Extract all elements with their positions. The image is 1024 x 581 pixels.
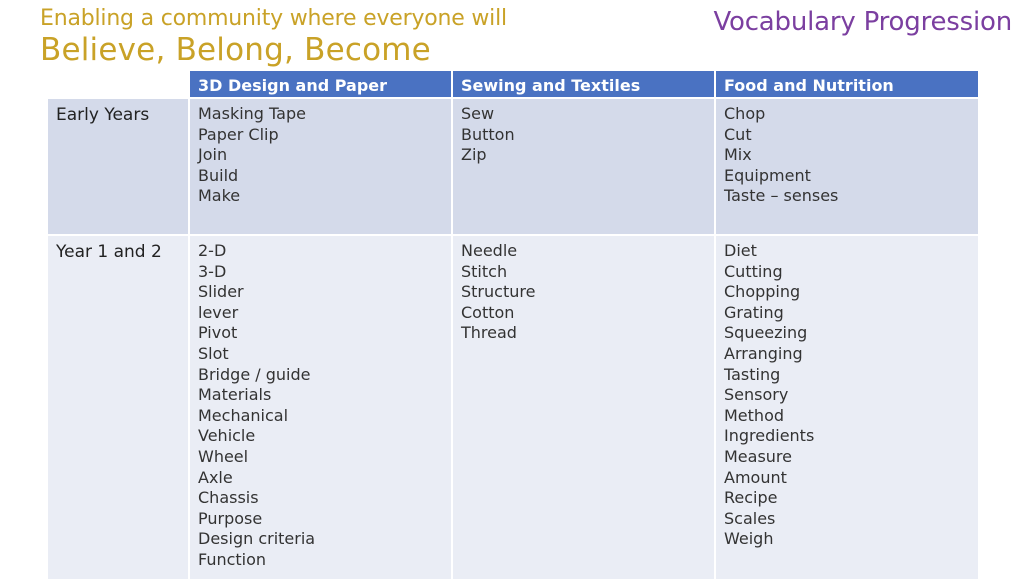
vocabulary-word: Bridge / guide — [198, 364, 311, 384]
vocabulary-word: Tasting — [724, 364, 781, 384]
word-list — [198, 241, 443, 571]
school-motto: Believe, Belong, Become — [40, 32, 431, 68]
vocabulary-word: Arranging — [724, 343, 803, 363]
vocabulary-word: Zip — [461, 145, 487, 165]
vocabulary-word: Vehicle — [198, 426, 256, 446]
vocabulary-word: Thread — [461, 323, 517, 343]
vocabulary-word: Slot — [198, 343, 229, 363]
column-header-3d-design: 3D Design and Paper — [189, 70, 452, 98]
vocabulary-word: Cut — [724, 124, 752, 144]
vocabulary-word: Measure — [724, 446, 792, 466]
vocabulary-word: Button — [461, 124, 515, 144]
header-corner-cell — [47, 70, 189, 98]
table-header-row — [47, 70, 979, 98]
vocabulary-word: Paper Clip — [198, 124, 279, 144]
vocabulary-word: Ingredients — [724, 426, 815, 446]
vocabulary-word: Join — [198, 145, 228, 165]
vocabulary-word: Mechanical — [198, 405, 289, 425]
vocabulary-word: Purpose — [198, 508, 263, 528]
vocabulary-word: Method — [724, 405, 785, 425]
vocabulary-word: Chop — [724, 104, 766, 123]
vocabulary-word: Chopping — [724, 282, 801, 302]
vocabulary-word: 2-D — [198, 241, 227, 260]
word-list — [461, 104, 706, 166]
vocabulary-word: Stitch — [461, 261, 508, 281]
design-words-cell — [189, 98, 452, 235]
vocabulary-word: Chassis — [198, 488, 259, 508]
vocabulary-word: Design criteria — [198, 529, 316, 549]
vocabulary-word: Needle — [461, 241, 518, 260]
vocabulary-word: Squeezing — [724, 323, 808, 343]
word-list — [461, 241, 706, 344]
vocabulary-word: Sew — [461, 104, 495, 123]
vocabulary-word: Equipment — [724, 165, 811, 185]
vocabulary-word: Amount — [724, 467, 787, 487]
vocabulary-word: Scales — [724, 508, 776, 528]
vocabulary-word: Mix — [724, 145, 752, 165]
textiles-words-cell — [452, 98, 715, 235]
column-header-textiles: Sewing and Textiles — [452, 70, 715, 98]
vocabulary-word: Wheel — [198, 446, 249, 466]
vocabulary-word: Axle — [198, 467, 233, 487]
word-list — [724, 241, 970, 550]
vocabulary-table — [46, 69, 980, 581]
vocabulary-word: Masking Tape — [198, 104, 306, 123]
design-words-cell — [189, 235, 452, 580]
word-list — [724, 104, 970, 207]
vocabulary-word: Make — [198, 186, 241, 206]
table-row — [47, 98, 979, 235]
vocabulary-word: Grating — [724, 302, 784, 322]
vocabulary-word: Recipe — [724, 488, 778, 508]
vocabulary-word: Materials — [198, 385, 272, 405]
vocabulary-word: 3-D — [198, 261, 227, 281]
vocabulary-word: lever — [198, 302, 239, 322]
stage-label-early-years: Early Years — [47, 98, 189, 235]
textiles-words-cell — [452, 235, 715, 580]
page-title: Vocabulary Progression — [713, 7, 1012, 37]
vocabulary-word: Slider — [198, 282, 244, 302]
vocabulary-word: Taste – senses — [724, 186, 839, 206]
vocabulary-word: Function — [198, 549, 267, 569]
column-header-food: Food and Nutrition — [715, 70, 979, 98]
table-row — [47, 235, 979, 580]
vocabulary-word: Cotton — [461, 302, 515, 322]
vocabulary-word: Pivot — [198, 323, 238, 343]
stage-label-year-1-and-2: Year 1 and 2 — [47, 235, 189, 580]
vocabulary-word: Diet — [724, 241, 757, 260]
food-words-cell — [715, 98, 979, 235]
vocabulary-word: Structure — [461, 282, 536, 302]
vocabulary-word: Weigh — [724, 529, 774, 549]
word-list — [198, 104, 443, 207]
vocabulary-word: Build — [198, 165, 239, 185]
vocabulary-word: Sensory — [724, 385, 789, 405]
food-words-cell — [715, 235, 979, 580]
school-tagline: Enabling a community where everyone will — [40, 6, 507, 31]
vocabulary-word: Cutting — [724, 261, 783, 281]
